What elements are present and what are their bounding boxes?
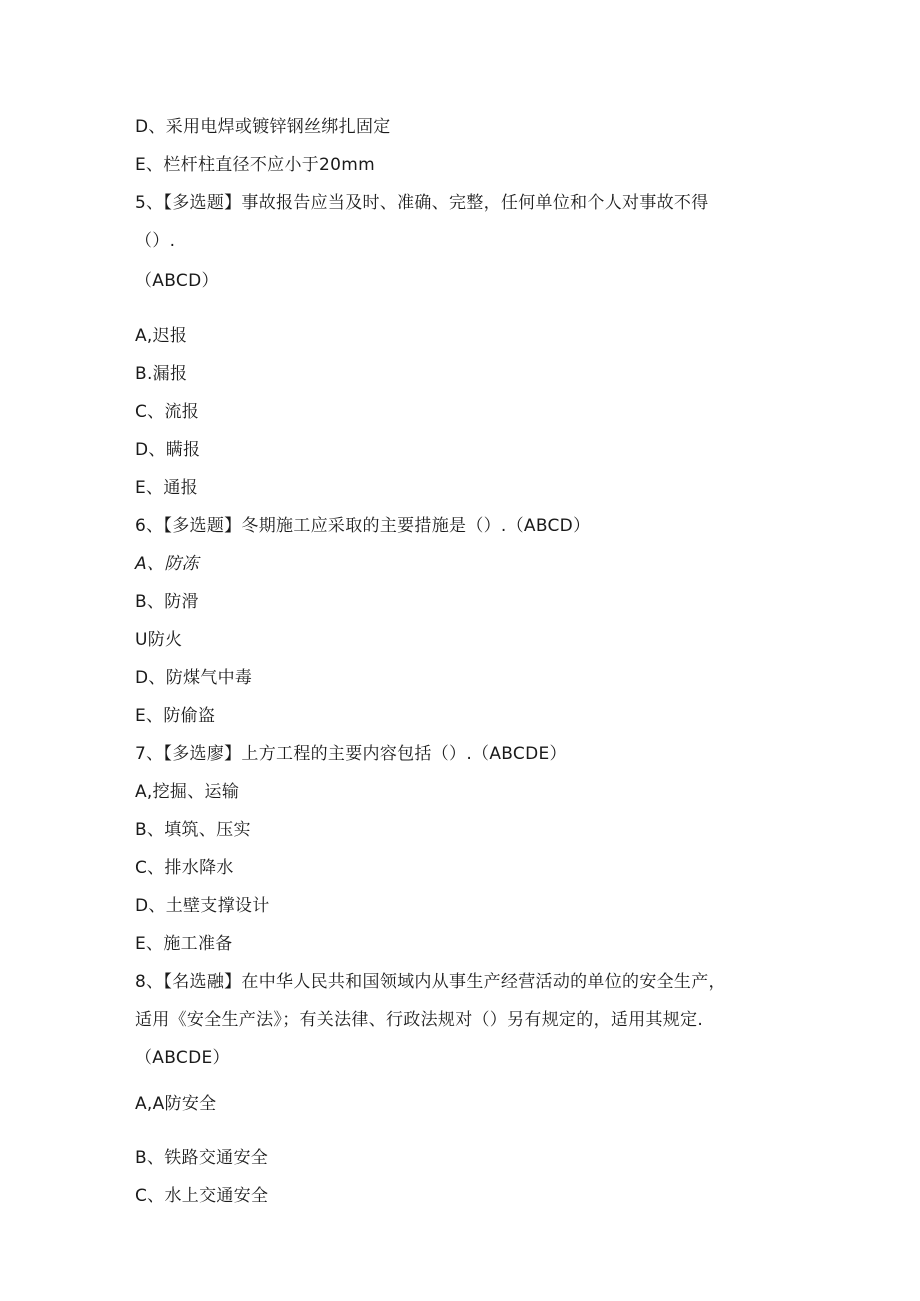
option-line: A、防冻 (135, 554, 199, 574)
question-line: （）. (135, 231, 176, 251)
question-line: 8、【名选融】在中华人民共和国领域内从事生产经营活动的单位的安全生产， (135, 972, 726, 992)
option-line: B.漏报 (135, 364, 188, 384)
option-line: U防火 (135, 630, 183, 650)
answer-line: （ABCD） (135, 271, 219, 291)
option-line: B、铁路交通安全 (135, 1148, 269, 1168)
option-line: E、通报 (135, 478, 198, 498)
option-line: A,迟报 (135, 326, 188, 346)
answer-line: （ABCDE） (135, 1048, 230, 1068)
option-line: A,挖掘、运输 (135, 782, 240, 802)
option-line: D、瞒报 (135, 440, 201, 460)
option-line: E、施工准备 (135, 934, 233, 954)
option-line: D、防煤气中毒 (135, 668, 253, 688)
option-line: B、填筑、压实 (135, 820, 251, 840)
option-line: D、采用电焊或镀锌钢丝绑扎固定 (135, 117, 391, 137)
option-line: A,A防安全 (135, 1094, 217, 1114)
option-line: C、水上交通安全 (135, 1186, 269, 1206)
question-line: 7、【多选廖】上方工程的主要内容包括（）.（ABCDE） (135, 744, 567, 764)
option-line: C、排水降水 (135, 858, 234, 878)
option-line: C、流报 (135, 402, 200, 422)
option-line: E、栏杆柱直径不应小于20mm (135, 155, 375, 175)
question-line: 适用《安全生产法》；有关法律、行政法规对（）另有规定的，适用其规定. (135, 1010, 704, 1030)
option-line: E、防偷盗 (135, 706, 216, 726)
question-line: 6、【多选题】冬期施工应采取的主要措施是（）.（ABCD） (135, 516, 591, 536)
option-line: D、土壁支撑设计 (135, 896, 270, 916)
option-line: B、防滑 (135, 592, 199, 612)
question-line: 5、【多选题】事故报告应当及时、准确、完整，任何单位和个人对事故不得 (135, 193, 709, 213)
